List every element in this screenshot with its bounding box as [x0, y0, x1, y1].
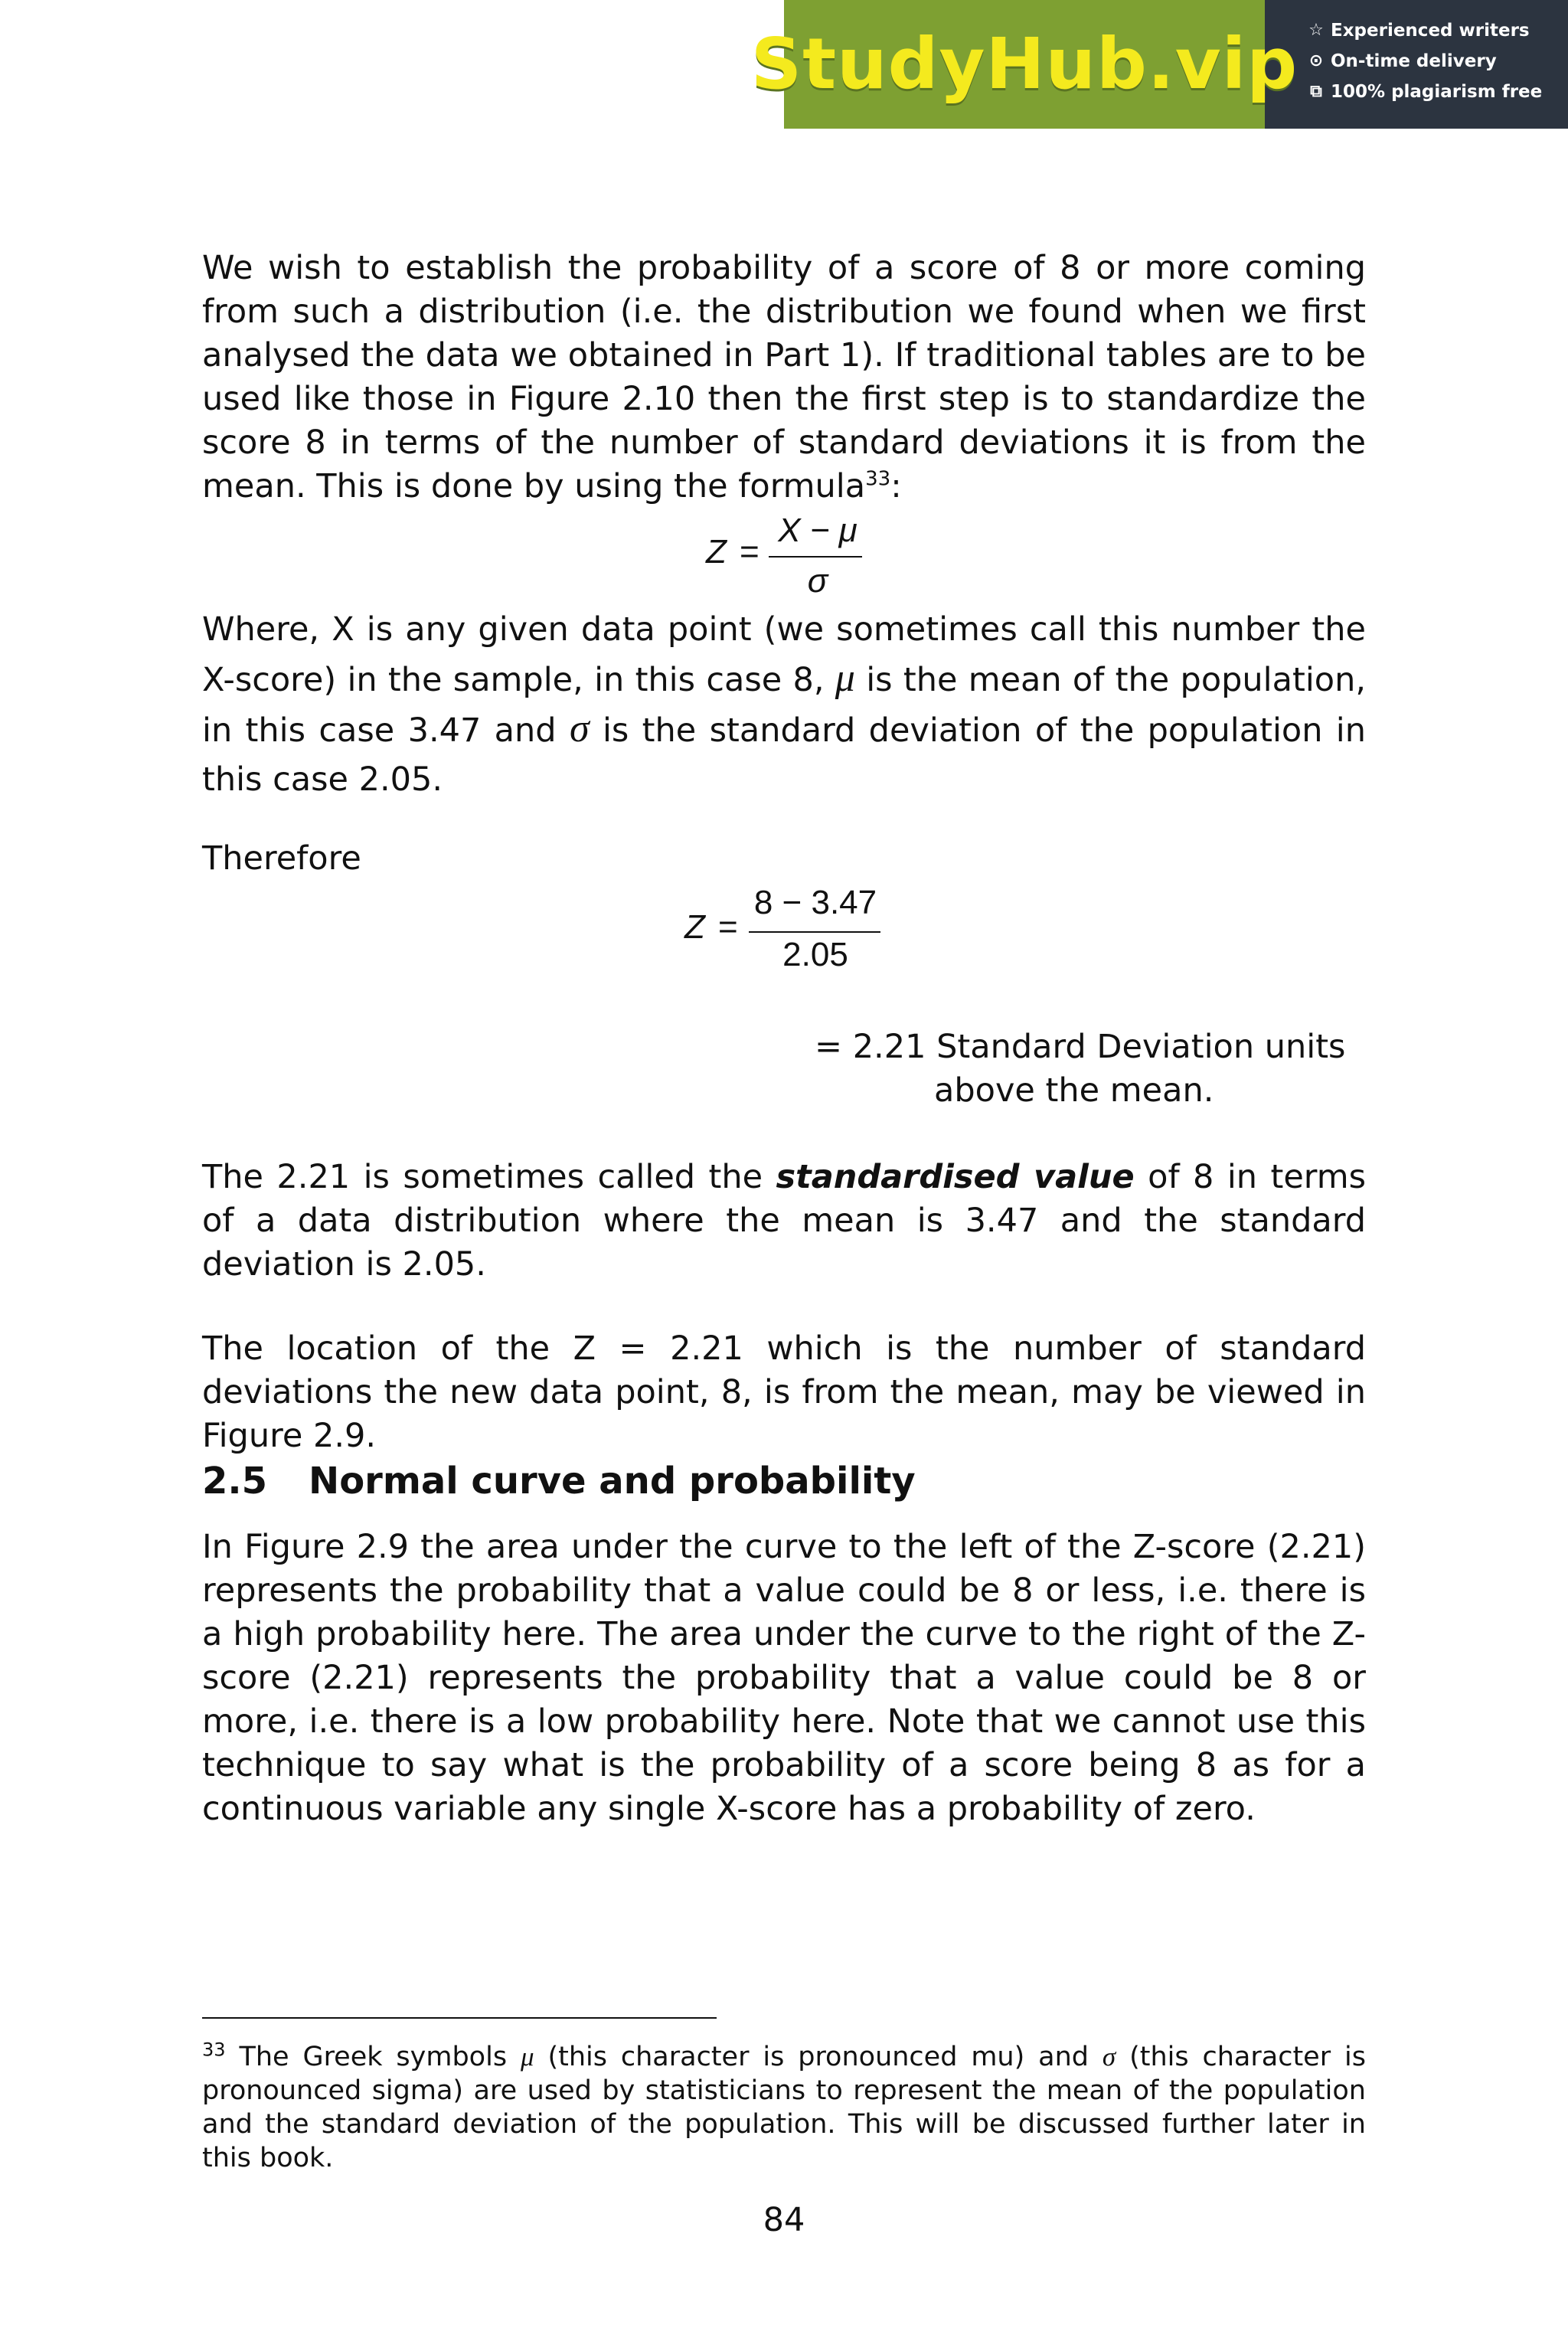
therefore-label: Therefore — [202, 839, 361, 878]
paragraph-normal-curve: In Figure 2.9 the area under the curve to the left of the Z-score (2.21) represents the probability that a value could be 8 or less, i.e. there is a high probability here. The area under the curve to the right of the Z-score (2.21) represents the probability that a value could be 8 or more, i.e. there is a low probability here. Note that we cannot use this technique to say what is the probability of a score being 8 as for a continuous variable any single X-score has a probability of zero. — [202, 1528, 1366, 1828]
feature-plagiarism-free — [1308, 81, 1560, 103]
feature-label: 100% plagiarism free — [1331, 82, 1543, 102]
formula-numerator: 8 − 3.47 — [753, 884, 877, 921]
copy-icon: ⧉ — [1310, 82, 1322, 101]
feature-experienced-writers — [1308, 20, 1560, 41]
clock-icon: ⊙ — [1308, 51, 1324, 70]
formula-denominator: 2.05 — [782, 936, 848, 973]
sigma-symbol: σ — [569, 707, 590, 751]
mu-symbol: μ — [835, 656, 855, 700]
footnote-reference[interactable]: 33 — [865, 467, 891, 491]
formula-equals: = — [740, 533, 760, 571]
formula-z: Z — [684, 908, 705, 946]
section-title: Normal curve and probability — [309, 1460, 916, 1503]
footnote-divider — [202, 2017, 717, 2019]
feature-label: Experienced writers — [1331, 21, 1530, 41]
page-number: 84 — [763, 2201, 805, 2239]
section-heading — [202, 1458, 916, 1504]
paragraph-location: The location of the Z = 2.21 which is the number of standard deviations the new data point, 8, is from the mean, may be viewed in Figure 2.9. — [202, 1329, 1366, 1455]
studyhub-logo[interactable] — [750, 0, 1298, 129]
paragraph-definitions: Where, X is any given data point (we sometimes call this number the X-score) in the sample, in this case 8, μ is the mean of the population, in this case 3.47 and σ is the standard deviation of the population in this case 2.05. — [202, 610, 1367, 799]
footnote-number: 33 — [202, 2039, 226, 2061]
paragraph-intro: We wish to establish the probability of a score of 8 or more coming from such a distribution (i.e. the distribution we found when we first analysed the data we obtained in Part 1). If traditional tables are to be used like those in Figure 2.10 then the first step is to standardize the score 8 in terms of the number of standard deviations it is from the mean. This is done by using the formula$^{33}$: — [202, 249, 1366, 505]
star-outline-icon: ☆ — [1308, 21, 1324, 40]
feature-on-time-delivery — [1308, 51, 1560, 72]
formula-z: Z — [706, 533, 727, 571]
banner-features — [1308, 20, 1560, 103]
formula-numerator: X − μ — [778, 512, 858, 549]
feature-label: On-time delivery — [1331, 51, 1497, 71]
footnote: $^{33}$ The Greek symbols μ (this character is pronounced mu) and σ (this character is pronounced sigma) are used by statisticians to represent the mean of the population and the standard deviation of the population. This will be discussed further later in this book. — [202, 2039, 1366, 2173]
paragraph-standardised-value: The 2.21 is sometimes called the standardised value of 8 in terms of a data distribution where the mean is 3.47 and the standard deviation is 2.05. — [202, 1158, 1367, 1284]
section-number: 2.5 — [202, 1460, 268, 1503]
fraction-bar — [749, 931, 880, 933]
studyhub-banner[interactable] — [750, 0, 1568, 129]
fraction-bar — [769, 556, 862, 558]
formula-denominator: σ — [807, 562, 828, 600]
emphasis-standardised-value: standardised value — [776, 1158, 1135, 1196]
formula-equals: = — [718, 908, 738, 946]
result-line-1: = 2.21 Standard Deviation units — [815, 1028, 1346, 1066]
sigma-symbol: σ — [1102, 2042, 1116, 2072]
logo-text: StudyHub.vip — [750, 23, 1298, 105]
mu-symbol: μ — [520, 2042, 534, 2072]
result-line-2: above the mean. — [934, 1071, 1214, 1110]
